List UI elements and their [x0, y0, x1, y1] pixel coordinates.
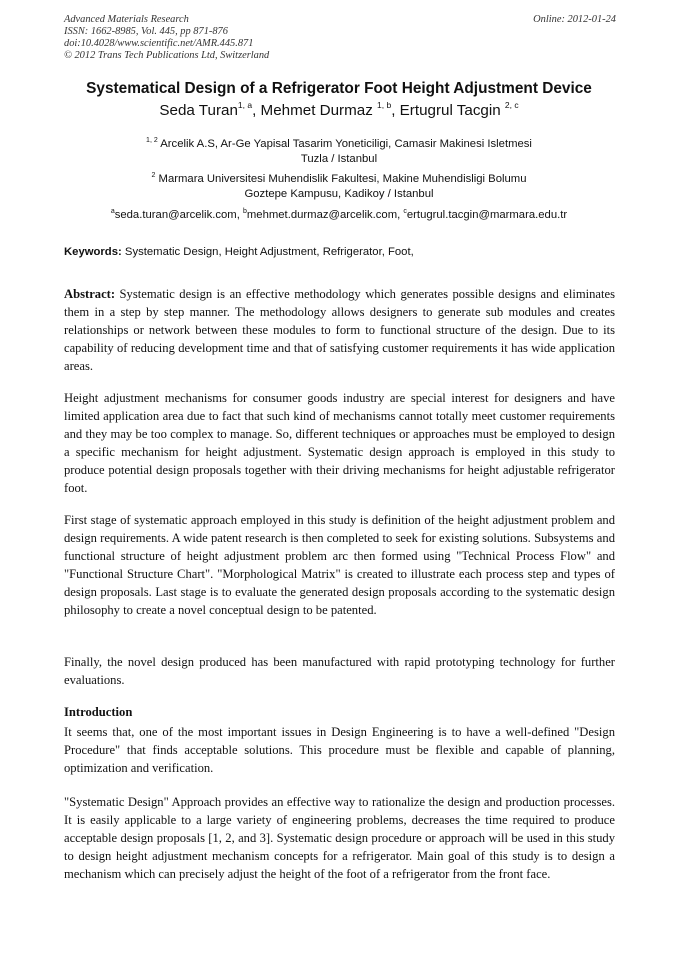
affiliation-line: Arcelik A.S, Ar-Ge Yapisal Tasarim Yoneticiligi, Camasir Makinesi Isletmesi — [157, 138, 532, 150]
paper-title: Systematical Design of a Refrigerator Foot Height Adjustment Device — [86, 80, 592, 97]
affiliation-line: Tuzla / Istanbul — [300, 152, 378, 165]
author-name: Seda Turan — [159, 102, 238, 119]
abstract-paragraph-3: First stage of systematic approach employed in this study is definition of the height adjustment problem and design requirements. A wide patent research is then completed to seek for existing solutions. Subsystems and functional structure of height adjustment problem arc then formed using "Technical Process Flow" and "Functional Structure Chart". "Morphological Matrix" is created to illustrate each process step and types of design proposals. Last stage is to evaluate the generated design proposals according to the systematic design philosophy to create a novel conceptual design to be patented. — [64, 513, 615, 617]
author-affiliation-mark: 2, c — [504, 100, 519, 110]
author-emails — [40, 208, 638, 222]
journal-issn: ISSN: 1662-8985, Vol. 445, pp 871-876 — [64, 26, 228, 37]
author-affiliation-mark: 1, a — [237, 100, 253, 110]
email-mark: b — [242, 208, 247, 215]
author-name: Ertugrul Tacgin — [399, 102, 505, 119]
online-date: Online: 2012-01-24 — [533, 14, 616, 25]
affiliation-mark: 2 — [151, 172, 156, 179]
journal-name: Advanced Materials Research — [64, 14, 189, 25]
affiliation-mark: 1, 2 — [146, 137, 158, 144]
email-mark: c — [403, 208, 407, 215]
affiliation-2 — [40, 172, 638, 201]
affiliation-line: Goztepe Kampusu, Kadikoy / Istanbul — [244, 187, 434, 200]
author-separator: , — [252, 102, 261, 119]
introduction-paragraph-2: "Systematic Design" Approach provides an effective way to rationalize the design and production processes. It is easily applicable to a large variety of engineering problems, decreases the time required to produce acceptable design proposals [1, 2, and 3]. Systematic design procedure or approach will be used in this study to design height adjustment mechanism concepts for a refrigerator. Main goal of this study is to design a mechanism which can precisely adjust the height of the foot of a refrigerator from the front face. — [64, 795, 615, 881]
email-address: seda.turan@arcelik.com, — [114, 209, 243, 221]
keywords-text: Systematic Design, Height Adjustment, Refrigerator, Foot, — [121, 246, 414, 258]
email-address: ertugrul.tacgin@marmara.edu.tr — [406, 209, 568, 221]
affiliation-1 — [40, 137, 638, 166]
abstract-label: Abstract: — [64, 287, 116, 301]
email-address: mehmet.durmaz@arcelik.com, — [246, 209, 404, 221]
journal-header — [64, 14, 616, 62]
keywords-label: Keywords: — [64, 246, 122, 258]
email-mark: a — [110, 208, 115, 215]
author-separator: , — [391, 102, 400, 119]
author-list — [40, 100, 638, 122]
keywords — [64, 245, 616, 259]
abstract-text: Systematic design is an effective methodology which generates possible designs and eliminates them in a step by step manner. The methodology allows designers to generate sub modules and creates relationships or network between these modules to form to functional structure of the design. Due to its capability of reducing development time and that of satisfying customer requirements it has wide application areas. — [64, 287, 615, 373]
introduction-heading: Introduction — [64, 705, 133, 719]
author-name: Mehmet Durmaz — [260, 102, 378, 119]
author-affiliation-mark: 1, b — [377, 100, 392, 110]
introduction-paragraph-1: It seems that, one of the most important issues in Design Engineering is to have a well-defined "Design Procedure" that finds acceptable solutions. This procedure must be flexible and capable of planning, optimization and verification. — [64, 725, 615, 775]
abstract-paragraph-4: Finally, the novel design produced has been manufactured with rapid prototyping technology for further evaluations. — [64, 655, 615, 687]
affiliation-line: Marmara Universitesi Muhendislik Fakultesi, Makine Muhendisligi Bolumu — [155, 173, 527, 185]
abstract-paragraph-1 — [64, 285, 615, 375]
journal-doi: doi:10.4028/www.scientific.net/AMR.445.871 — [64, 38, 254, 49]
journal-copyright: © 2012 Trans Tech Publications Ltd, Switzerland — [64, 50, 270, 61]
abstract-paragraph-2: Height adjustment mechanisms for consumer goods industry are special interest for designers and have limited application area due to fact that such kind of mechanisms cannot totally meet customer requirements and they may be too complex to manage. So, different techniques or approaches must be employed to design a specific mechanism for height adjustment. Systematic design approach is employed in this study to produce potential design proposals together with their driving mechanisms for height adjustable refrigerator foot. — [64, 391, 615, 495]
